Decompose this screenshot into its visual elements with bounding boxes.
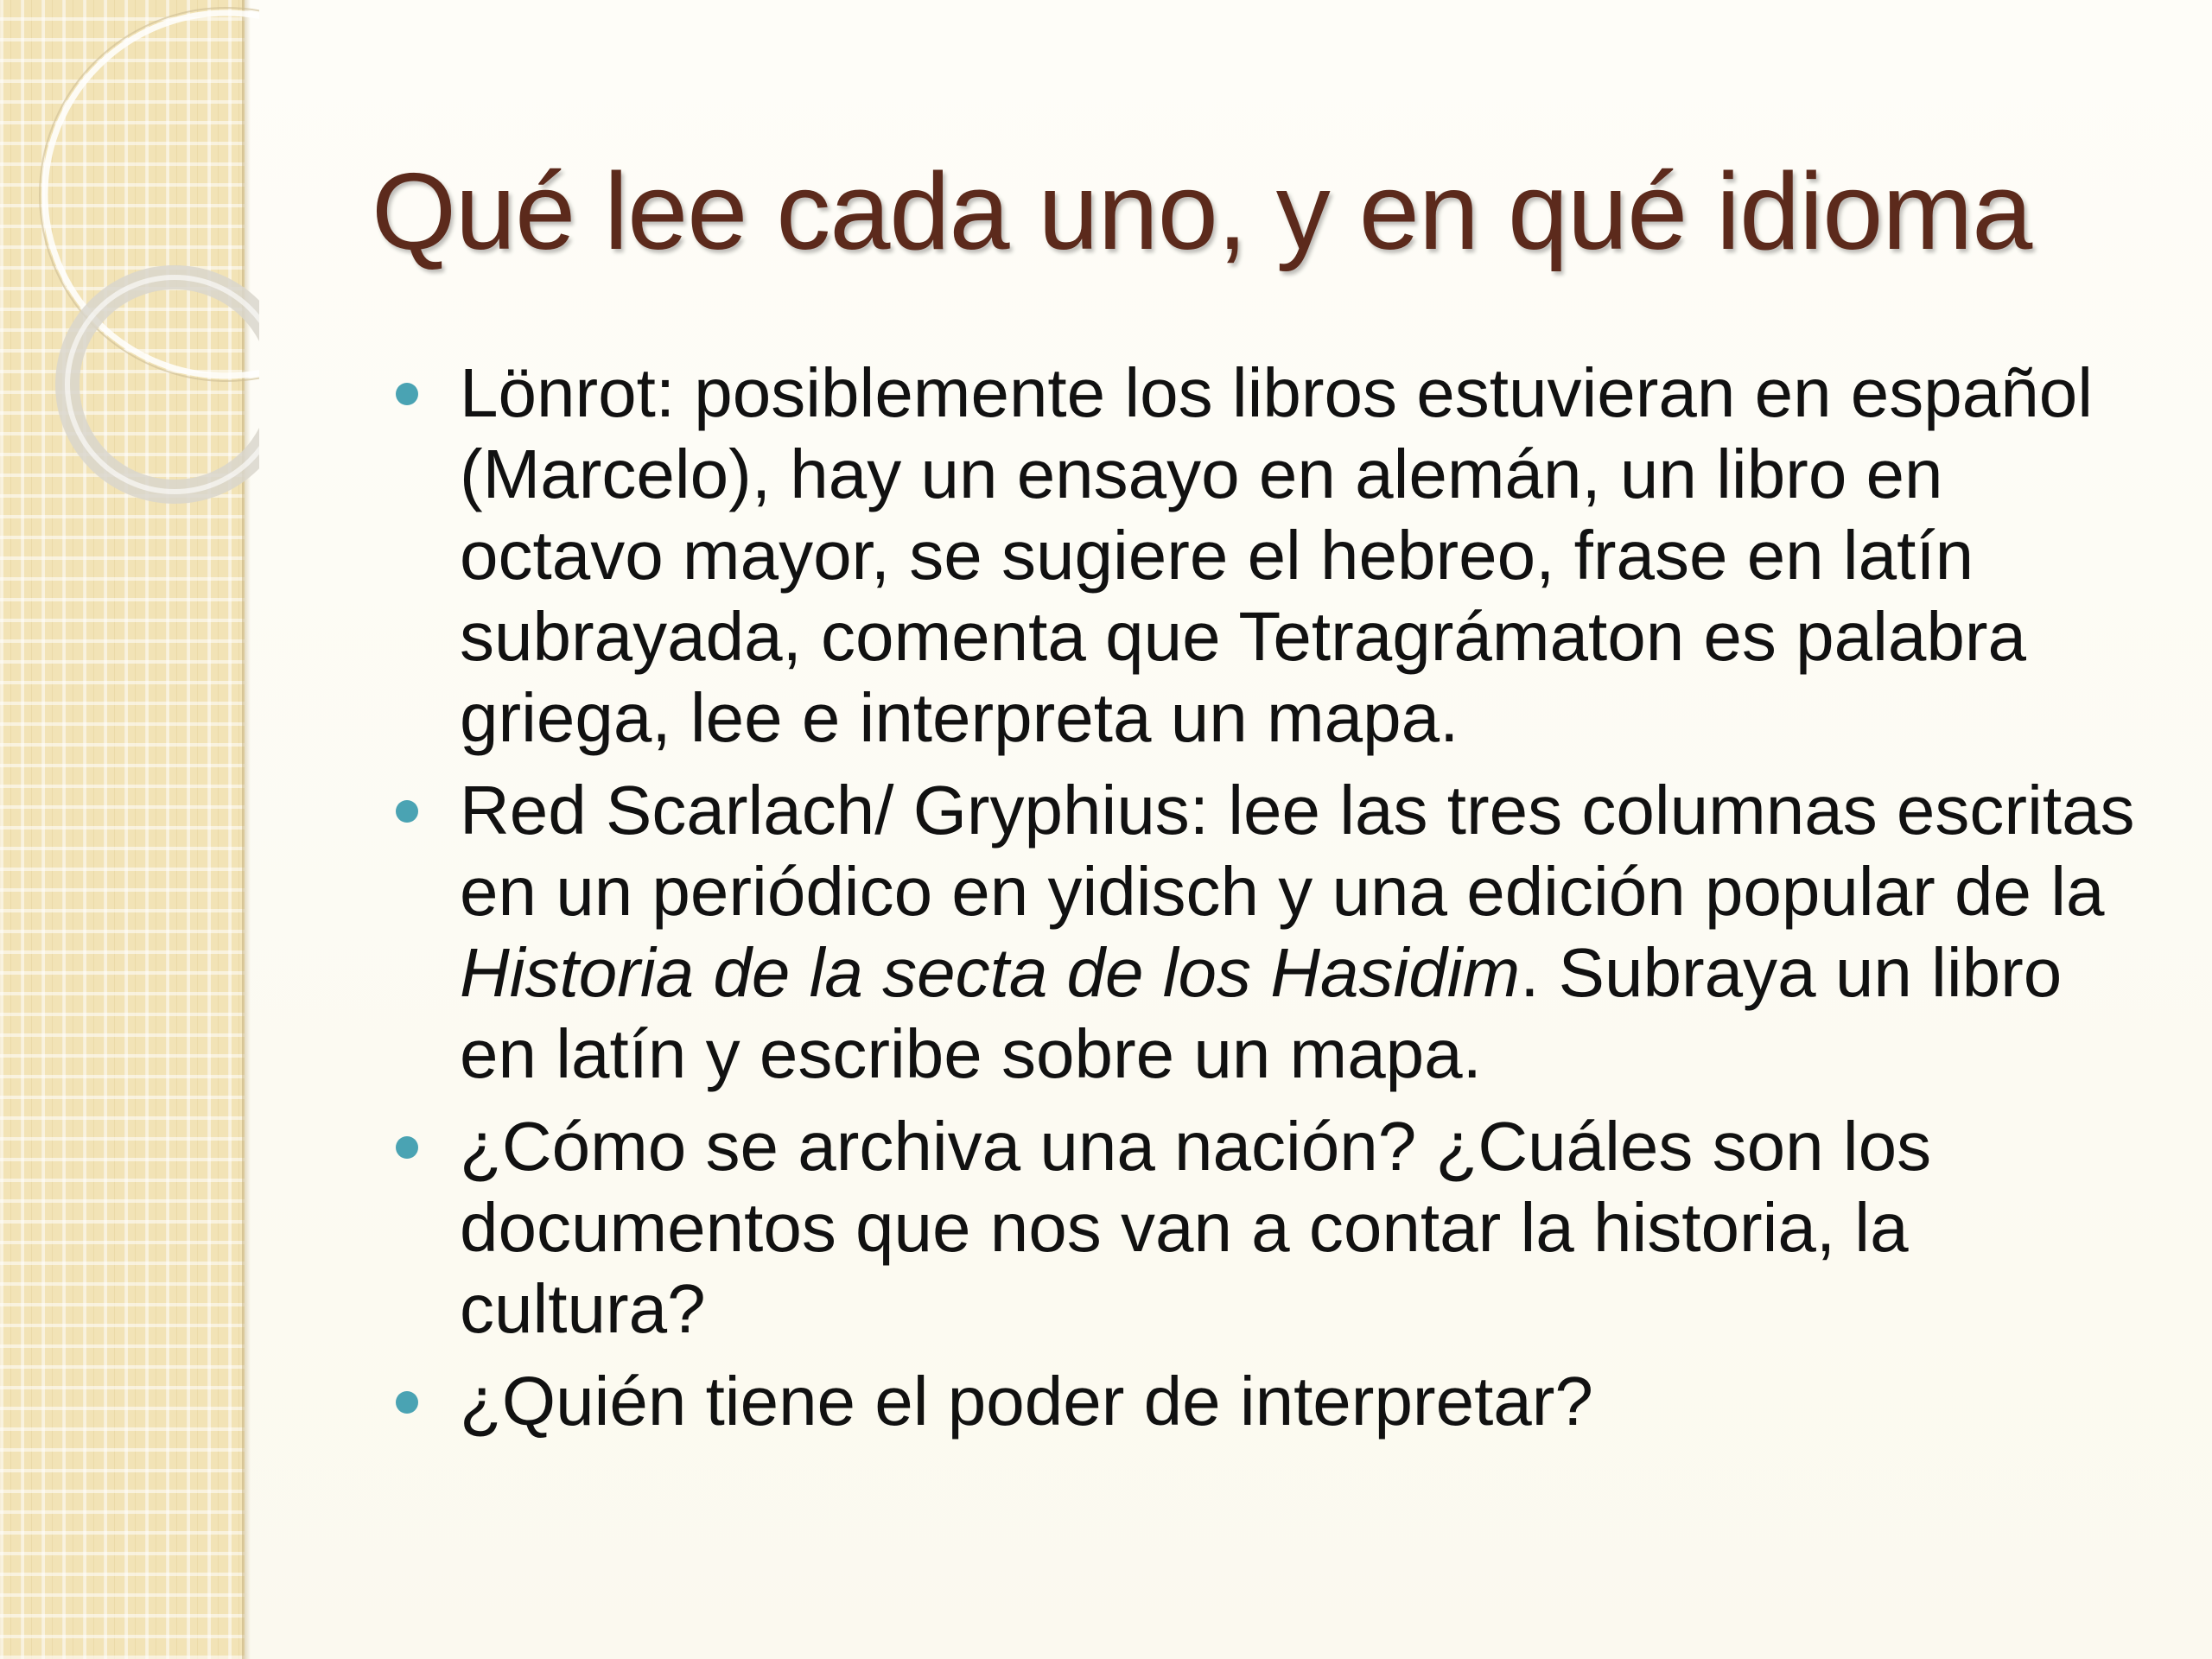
small-ring-highlight <box>67 277 259 492</box>
bullet-text: ¿Cómo se archiva una nación? ¿Cuáles son los documentos que nos van a contar la historia, la cultura? <box>460 1108 1932 1347</box>
bullet-text: ¿Quién tiene el poder de interpretar? <box>460 1363 1593 1440</box>
bullet-dot-icon <box>396 383 418 405</box>
bullet-text: Lönrot: posiblemente los libros estuvieran en español (Marcelo), hay un ensayo en alemán, un libro en octavo mayor, se sugiere el hebreo, frase en latín subrayada, comenta que Tetragrámaton es palabra griega, lee e interpreta un mapa. <box>460 354 2094 756</box>
bullet-list <box>391 353 2153 1453</box>
bullet-item-scarlach <box>391 770 2153 1095</box>
slide-title: Qué lee cada uno, y en qué idioma <box>372 150 2032 272</box>
bullet-text-after: . Subraya un libro en latín y escribe sobre un mapa. <box>460 934 2063 1092</box>
bullet-dot-icon <box>396 1136 418 1159</box>
bullet-dot-icon <box>396 1391 418 1414</box>
bullet-item-interpret-question <box>391 1361 2153 1442</box>
bullet-item-archive-question <box>391 1106 2153 1350</box>
decorative-rings <box>0 0 259 553</box>
bullet-dot-icon <box>396 800 418 823</box>
book-title-italic: Historia de la secta de los Hasidim <box>460 934 1521 1011</box>
bullet-item-lonrot <box>391 353 2153 759</box>
bullet-text-before: Red Scarlach/ Gryphius: lee las tres columnas escritas en un periódico en yidisch y una edición popular de la <box>460 772 2135 930</box>
